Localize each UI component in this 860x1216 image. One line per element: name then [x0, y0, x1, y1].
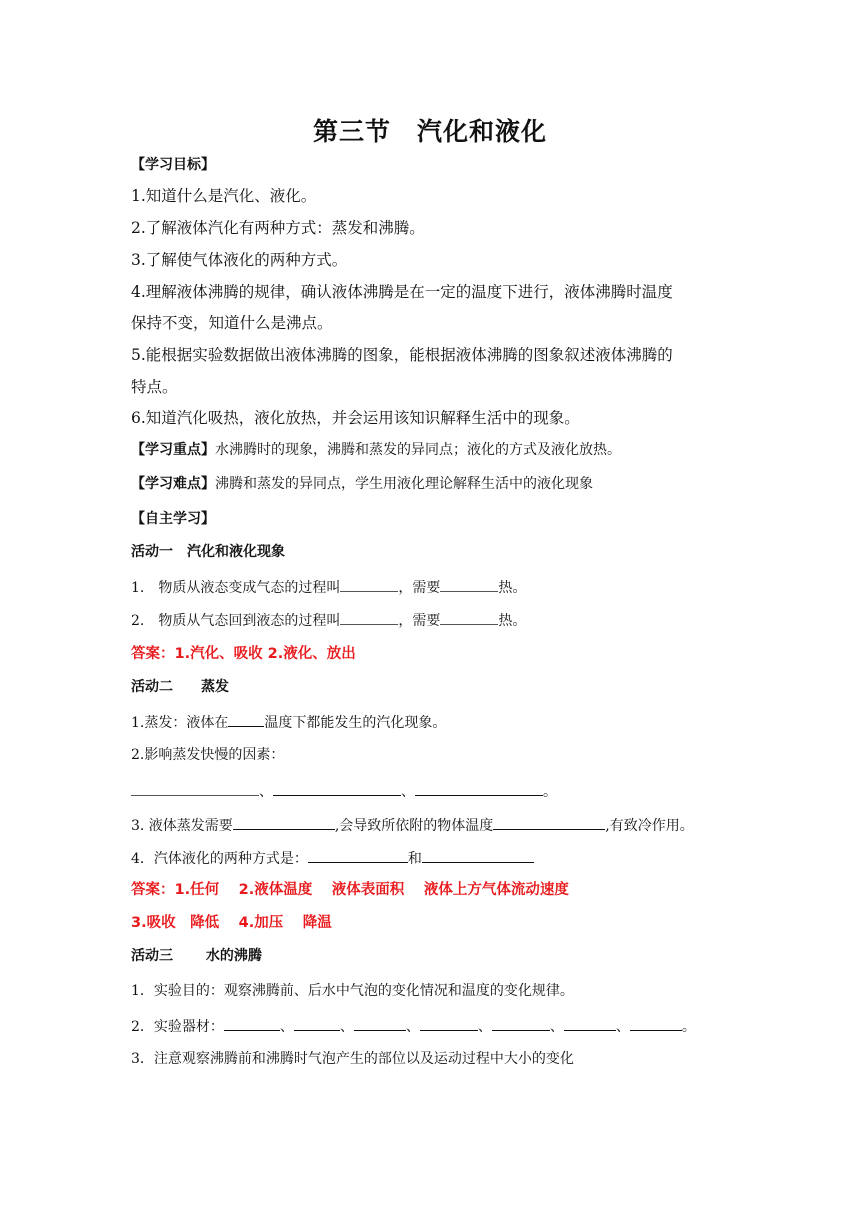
answer-blank[interactable]: [273, 780, 401, 796]
answer-blank[interactable]: [354, 1015, 406, 1031]
objective-item: 保持不变，知道什么是沸点。: [131, 314, 333, 332]
activity2-answer-line1: 答案：1.任何 2.液体温度 液体表面积 液体上方气体流动速度: [131, 882, 569, 898]
activity2-question-2: 2.影响蒸发快慢的因素：: [131, 747, 285, 763]
activity2-answer-line2: 3.吸收 降低 4.加压 降温: [131, 915, 332, 931]
answer-blank[interactable]: [420, 1015, 478, 1031]
answer-blank[interactable]: [233, 814, 335, 830]
activity2-question-1: 1.蒸发：液体在 温度下都能发生的汽化现象。: [131, 711, 731, 733]
activity1-question-2: 2. 物质从气态回到液态的过程叫 ，需要 热。: [131, 609, 731, 631]
answer-blank[interactable]: [294, 1015, 340, 1031]
objective-item: 6.知道汽化吸热，液化放热，并会运用该知识解释生活中的现象。: [131, 409, 580, 427]
answer-blank[interactable]: [630, 1015, 682, 1031]
difficulties: [131, 474, 731, 494]
activity3-question-3: 3．注意观察沸腾前和沸腾时气泡产生的部位以及运动过程中大小的变化: [131, 1051, 574, 1067]
objective-item: 特点。: [131, 378, 178, 396]
answer-blank[interactable]: [493, 814, 605, 830]
answer-blank[interactable]: [564, 1015, 616, 1031]
activity3-heading: 活动三 水的沸腾: [131, 948, 262, 964]
answer-blank[interactable]: [131, 780, 259, 796]
self-study-heading: 【自主学习】: [131, 511, 215, 527]
activity1-heading: 活动一 汽化和液化现象: [131, 544, 285, 560]
activity1-question-1: 1. 物质从液态变成气态的过程叫 ，需要 热。: [131, 576, 731, 598]
activity1-answer: 答案：1.汽化、吸收 2.液化、放出: [131, 646, 356, 662]
difficulties-label: 【学习难点】: [131, 476, 215, 492]
answer-blank[interactable]: [340, 609, 398, 625]
answer-blank[interactable]: [228, 711, 264, 727]
key-points-label: 【学习重点】: [131, 442, 215, 458]
answer-blank[interactable]: [422, 847, 534, 863]
page-title: 第三节 汽化和液化: [312, 117, 547, 146]
key-points-text: 水沸腾时的现象，沸腾和蒸发的异同点；液化的方式及液化放热。: [215, 442, 621, 458]
activity3-question-2: 2．实验器材： 、 、 、 、 、 、 。: [131, 1015, 731, 1037]
answer-blank[interactable]: [340, 576, 398, 592]
key-points: [131, 440, 731, 460]
objective-item: 1.知道什么是汽化、液化。: [131, 187, 317, 205]
answer-blank[interactable]: [415, 780, 543, 796]
answer-blank[interactable]: [492, 1015, 550, 1031]
objectives-heading: 【学习目标】: [131, 157, 215, 173]
objective-item: 2.了解液体汽化有两种方式：蒸发和沸腾。: [131, 219, 425, 237]
answer-blank[interactable]: [440, 609, 498, 625]
activity3-question-1: 1．实验目的：观察沸腾前、后水中气泡的变化情况和温度的变化规律。: [131, 983, 574, 999]
activity2-heading: 活动二 蒸发: [131, 679, 229, 695]
activity2-question-3: 3. 液体蒸发需要 ,会导致所依附的物体温度 ,有致冷作用。: [131, 814, 731, 836]
objective-item: 4.理解液体沸腾的规律，确认液体沸腾是在一定的温度下进行，液体沸腾时温度: [131, 283, 673, 301]
activity2-question-4: 4．汽体液化的两种方式是： 和: [131, 847, 731, 869]
answer-blank[interactable]: [308, 847, 408, 863]
objective-item: 5.能根据实验数据做出液体沸腾的图象，能根据液体沸腾的图象叙述液体沸腾的: [131, 346, 673, 364]
activity2-factor-blanks: 、 、 。: [131, 780, 731, 802]
answer-blank[interactable]: [440, 576, 498, 592]
answer-blank[interactable]: [224, 1015, 280, 1031]
objective-item: 3.了解使气体液化的两种方式。: [131, 251, 348, 269]
difficulties-text: 沸腾和蒸发的异同点，学生用液化理论解释生活中的液化现象: [215, 476, 593, 492]
